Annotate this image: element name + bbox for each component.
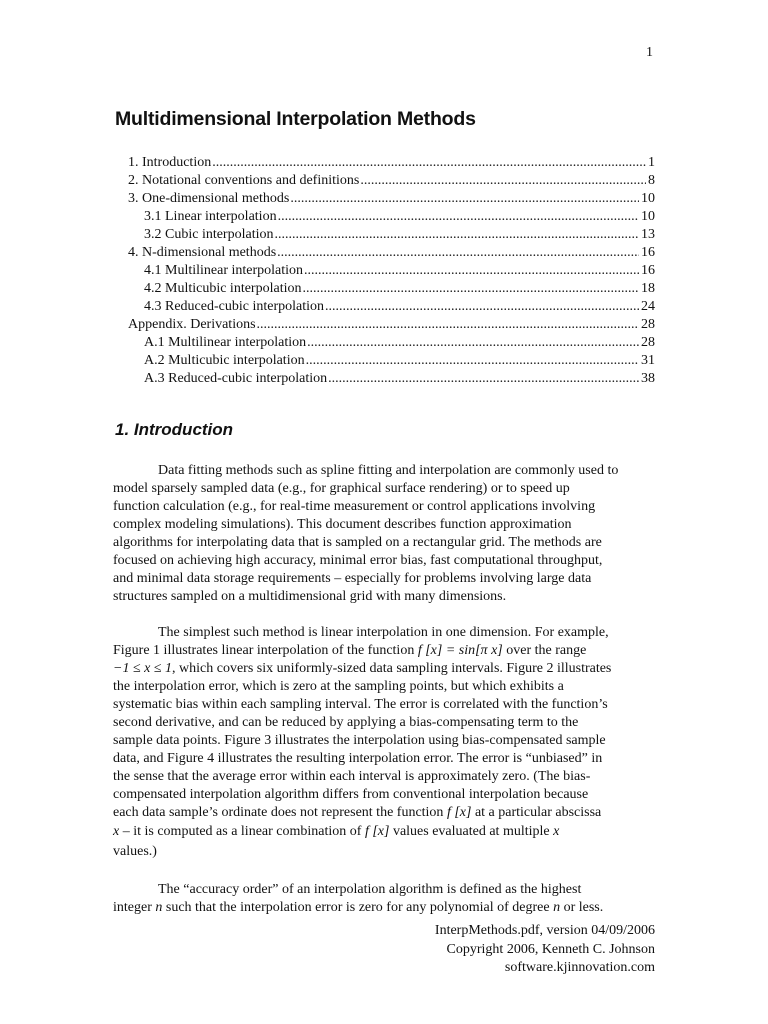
toc-leader-dots [304,262,639,280]
toc-entry[interactable] [128,334,655,352]
page-footer [435,922,655,978]
toc-leader-dots [325,298,639,316]
paragraph-1 [113,462,658,606]
toc-entry-label: Appendix. Derivations [128,317,256,332]
text-line: sample data points. Figure 3 illustrates the interpolation using bias-compensated sample [113,733,606,748]
toc-entry-page: 10 [641,209,655,224]
math-expression: x [553,824,560,839]
toc-entry-page: 18 [641,281,655,296]
toc-leader-dots [212,154,646,172]
math-expression: n [553,900,561,915]
toc-entry-label: 4. N-dimensional methods [128,245,277,260]
toc-entry[interactable] [128,298,655,316]
toc-entry-label: 2. Notational conventions and definitions [128,173,360,188]
toc-entry-page: 13 [641,227,655,242]
text-line: algorithms for interpolating data that is sampled on a rectangular grid. The methods are [113,535,602,550]
toc-entry-page: 10 [641,191,655,206]
toc-entry-label: A.2 Multicubic interpolation [144,353,305,368]
toc-entry[interactable] [128,172,655,190]
text-line: function calculation (e.g., for real-time measurement or control applications involving [113,499,596,514]
text-line: integer n such that the interpolation error is zero for any polynomial of degree n or less. [113,900,604,915]
math-expression: −1 ≤ x ≤ 1 [113,661,173,676]
text-line: Data fitting methods such as spline fitting and interpolation are commonly used to [158,463,619,478]
toc-entry-label: 4.3 Reduced-cubic interpolation [144,299,324,314]
toc-leader-dots [360,172,646,190]
toc-entry[interactable] [128,280,655,298]
toc-entry[interactable] [128,352,655,370]
toc-leader-dots [306,352,639,370]
text-line: model sparsely sampled data (e.g., for graphical surface rendering) or to speed up [113,481,570,496]
footer-copyright: Copyright 2006, Kenneth C. Johnson [446,941,655,957]
toc-entry-page: 1 [648,155,655,170]
text-line: −1 ≤ x ≤ 1, which covers six uniformly-sized data sampling intervals. Figure 2 illustrates [113,661,612,676]
section-heading: 1. Introduction [115,420,234,439]
toc-leader-dots [290,190,639,208]
math-expression: x [113,824,120,839]
footer-filename: InterpMethods.pdf, version 04/09/2006 [434,923,655,938]
toc-entry-label: 4.1 Multilinear interpolation [144,263,304,278]
toc-entry-label: 3. One-dimensional methods [128,191,290,206]
toc-entry-label: 1. Introduction [128,155,212,170]
toc-leader-dots [307,334,639,352]
math-expression: f [x] = sin[π x] [417,643,503,658]
table-of-contents [128,154,655,388]
toc-leader-dots [277,244,639,262]
text-line: Figure 1 illustrates linear interpolation of the function f [x] = sin[π x] over the range [113,643,587,658]
text-line: the interpolation error, which is zero at the sampling points, but which exhibits a [113,679,564,694]
toc-leader-dots [302,280,639,298]
toc-leader-dots [257,316,639,334]
toc-entry-label: 3.1 Linear interpolation [144,209,277,224]
toc-entry-page: 16 [641,263,655,278]
page-number: 1 [646,45,653,60]
text-line: values.) [113,844,157,859]
footer-website: software.kjinnovation.com [504,960,655,975]
toc-leader-dots [328,370,639,388]
toc-entry[interactable] [128,226,655,244]
math-expression: f [x] [446,805,472,820]
toc-entry-page: 31 [641,353,655,368]
toc-entry-page: 16 [641,245,655,260]
text-line: systematic bias within each sampling interval. The error is correlated with the function’s [113,697,608,712]
math-expression: n [155,900,163,915]
toc-entry-label: 4.2 Multicubic interpolation [144,281,302,296]
toc-entry[interactable] [128,370,655,388]
text-line: compensated interpolation algorithm differs from conventional interpolation because [113,787,589,802]
math-expression: f [x] [364,824,390,839]
toc-entry-page: 38 [641,371,655,386]
text-line: The simplest such method is linear interpolation in one dimension. For example, [158,625,609,640]
text-line: complex modeling simulations). This document describes function approximation [113,517,572,532]
paragraph-3 [113,881,658,917]
text-line: x – it is computed as a linear combination of f [x] values evaluated at multiple x [113,824,560,839]
toc-entry[interactable] [128,190,655,208]
toc-entry-page: 8 [648,173,655,188]
text-line: The “accuracy order” of an interpolation algorithm is defined as the highest [158,882,582,897]
document-title: Multidimensional Interpolation Methods [115,108,476,130]
text-line: each data sample’s ordinate does not represent the function f [x] at a particular abscissa [113,805,602,820]
text-line: second derivative, and can be reduced by applying a bias-compensating term to the [113,715,579,730]
toc-entry[interactable] [128,208,655,226]
toc-entry-page: 24 [641,299,655,314]
paragraph-2 [113,624,658,862]
toc-entry[interactable] [128,244,655,262]
text-line: and minimal data storage requirements – especially for problems involving large data [113,571,592,586]
toc-entry-page: 28 [641,317,655,332]
text-line: structures sampled on a multidimensional grid with many dimensions. [113,589,507,604]
toc-leader-dots [278,208,639,226]
text-line: the sense that the average error within each interval is approximately zero. (The bias- [113,769,591,784]
text-line: data, and Figure 4 illustrates the resulting interpolation error. The error is “unbiased” in [113,751,603,766]
toc-entry-label: A.3 Reduced-cubic interpolation [144,371,328,386]
text-line: focused on achieving high accuracy, minimal error bias, fast computational throughput, [113,553,603,568]
toc-entry-label: 3.2 Cubic interpolation [144,227,274,242]
toc-entry-label: A.1 Multilinear interpolation [144,335,307,350]
toc-entry[interactable] [128,262,655,280]
toc-entry-page: 28 [641,335,655,350]
toc-leader-dots [274,226,639,244]
toc-entry[interactable] [128,316,655,334]
toc-entry[interactable] [128,154,655,172]
